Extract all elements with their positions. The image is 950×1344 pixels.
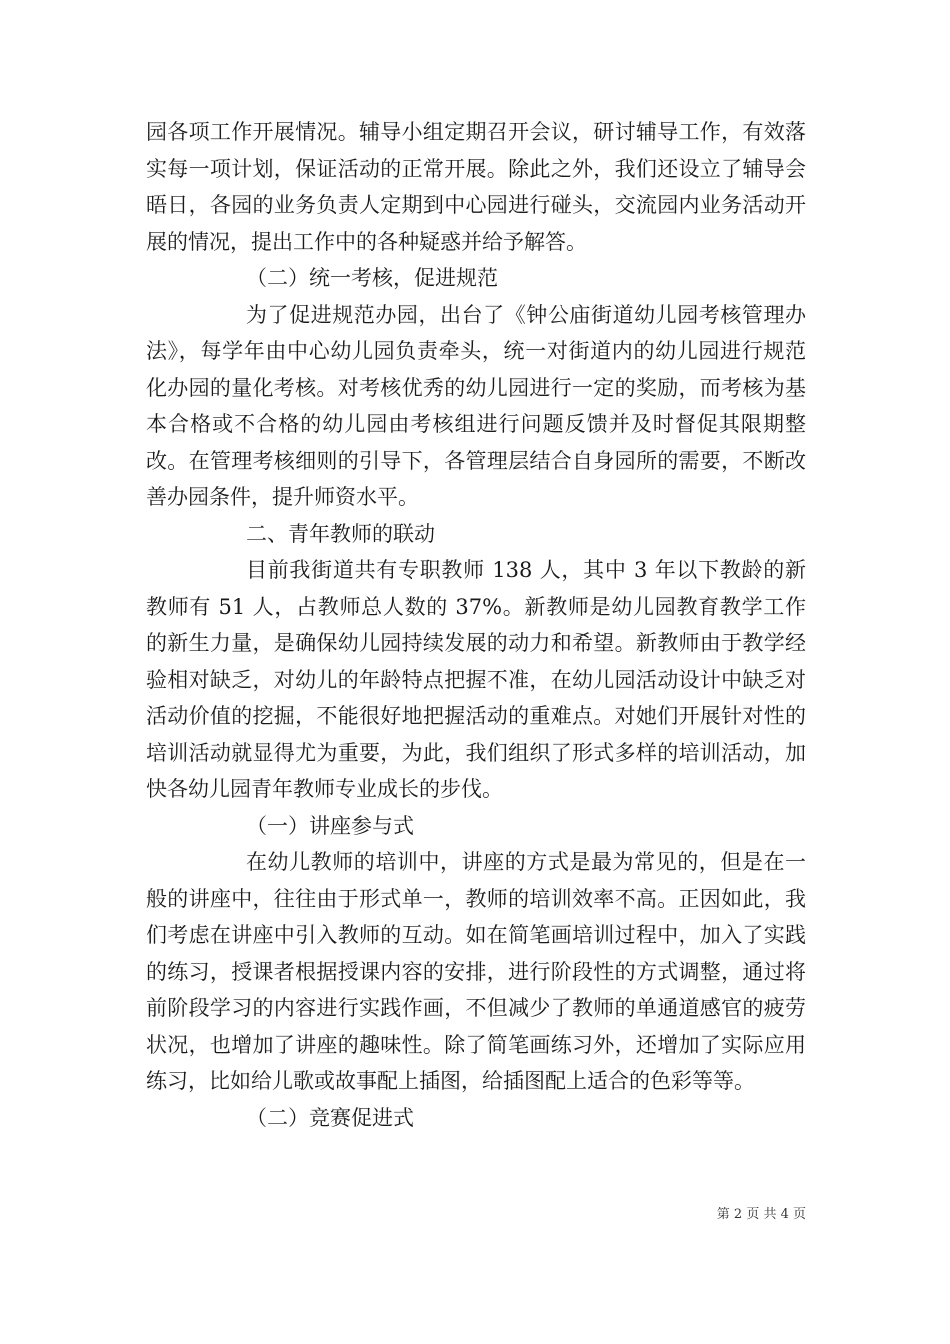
section-heading-competition: （二）竞赛促进式: [246, 1105, 414, 1130]
document-body: [146, 114, 806, 1136]
section-heading-unified-assessment: （二）统一考核，促进规范: [246, 266, 498, 290]
page-number-footer: 第 2 页 共 4 页: [716, 1207, 806, 1222]
paragraph-1: 园各项工作开展情况。辅导小组定期召开会议，研讨辅导工作，有效落实每一项计划，保证活动的正常开展。除此之外，我们还设立了辅导会晤日，各园的业务负责人定期到中心园进行碰头，交流园内业务活动开展的情况，提出工作中的各种疑惑并给予解答。: [146, 120, 806, 254]
paragraph-2: 为了促进规范办园，出台了《钟公庙街道幼儿园考核管理办法》，每学年由中心幼儿园负责牵头，统一对街道内的幼儿园进行规范化办园的量化考核。对考核优秀的幼儿园进行一定的奖励，而考核为基本合格或不合格的幼儿园由考核组进行问题反馈并及时督促其限期整改。在管理考核细则的引导下，各管理层结合自身园所的需要，不断改善办园条件，提升师资水平。: [146, 302, 806, 509]
section-heading-young-teachers: 二、青年教师的联动: [246, 521, 435, 546]
paragraph-4: 在幼儿教师的培训中，讲座的方式是最为常见的，但是在一般的讲座中，往往由于形式单一，教师的培训效率不高。正因如此，我们考虑在讲座中引入教师的互动。如在简笔画培训过程中，加入了实践的练习，授课者根据授课内容的安排，进行阶段性的方式调整，通过将前阶段学习的内容进行实践作画，不但减少了教师的单通道感官的疲劳状况，也增加了讲座的趣味性。除了简笔画练习外，还增加了实际应用练习，比如给儿歌或故事配上插图，给插图配上适合的色彩等等。: [146, 850, 806, 1093]
paragraph-3: 目前我街道共有专职教师 138 人，其中 3 年以下教龄的新教师有 51 人，占教师总人数的 37%。新教师是幼儿园教育教学工作的新生力量，是确保幼儿园持续发展的动力和希望。新教师由于教学经验相对缺乏，对幼儿的年龄特点把握不准，在幼儿园活动设计中缺乏对活动价值的挖掘，不能很好地把握活动的重难点。对她们开展针对性的培训活动就显得尤为重要，为此，我们组织了形式多样的培训活动，加快各幼儿园青年教师专业成长的步伐。: [146, 558, 806, 801]
section-heading-lecture-participation: （一）讲座参与式: [246, 813, 414, 838]
